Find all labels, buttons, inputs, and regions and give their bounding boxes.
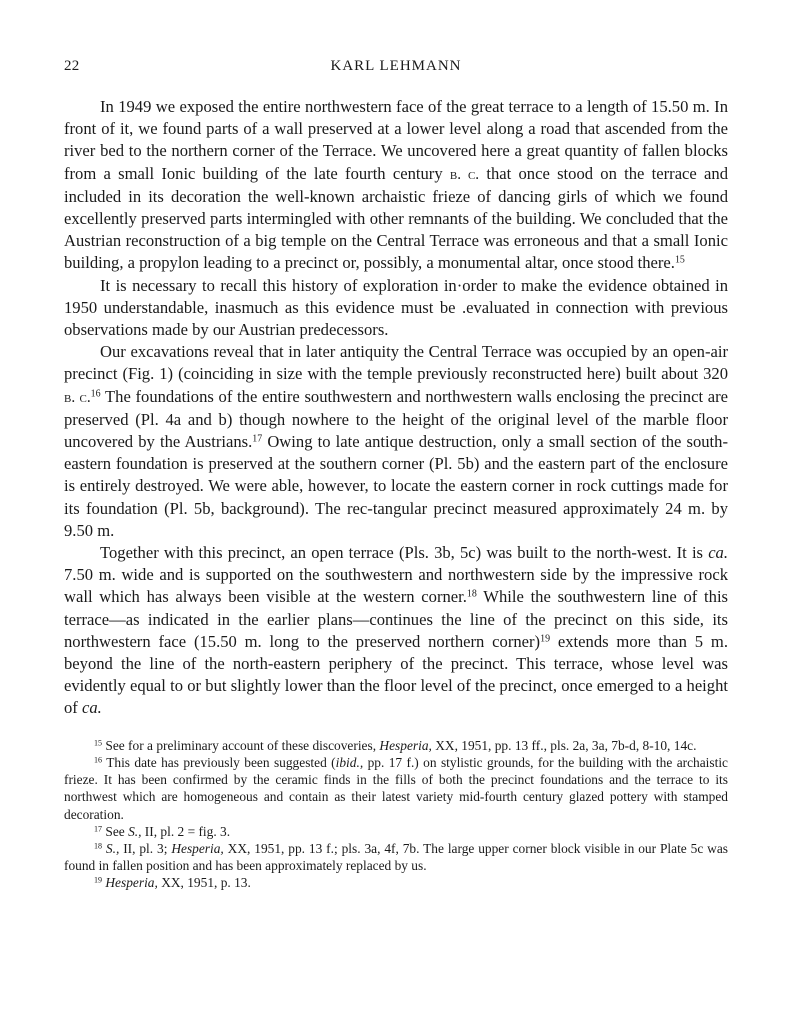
footnote: $^{19}$ Hesperia, XX, 1951, p. 13. xyxy=(94,875,251,891)
footnote-number: 17 xyxy=(94,824,103,834)
footnote-ref: 16 xyxy=(90,388,101,400)
footnote-ref: 19 xyxy=(540,633,551,645)
page-header xyxy=(64,58,728,82)
footnote-number: 16 xyxy=(94,755,103,765)
page-number: 22 xyxy=(64,58,80,74)
era-abbreviation: b. c. xyxy=(64,388,91,406)
footnote-ref: 17 xyxy=(252,433,263,445)
footnote: $^{16}$ This date has previously been suggested (ibid., pp. 17 f.) on stylistic grounds, for the building with the archaistic frieze. It has been confirmed by the ceramic finds in the fills of both the precinct foundations and the terrace to its northwest which are homogeneous and contain as their latest variety mid-fourth century glazed pottery with stamped decoration. xyxy=(64,754,728,822)
footnotes xyxy=(64,737,728,892)
paragraph: In 1949 we exposed the entire northwestern face of the great terrace to a length of 15.50 m. In front of it, we found parts of a wall preserved at a lower level along a road that ascended from the river bed to the northern corner of the Terrace. We uncovered here a great quantity of fallen blocks from a small Ionic building of the late fourth century b. c. that once stood on the terrace and included in its decoration the well-known archaistic frieze of dancing girls of which we found excellently preserved parts intermingled with other remnants of the building. We concluded that the Austrian reconstruction of a big temple on the Central Terrace was erroneous and that a small Ionic building, a propylon leading to a precinct or, possibly, a monumental altar, once stood there.$^{15}$ xyxy=(64,97,728,273)
footnote-number: 15 xyxy=(94,738,103,748)
paragraph: Our excavations reveal that in later antiquity the Central Terrace was occupied by an open-air precinct (Fig. 1) (coinciding in size with the temple previously reconstructed here) built about 320 b. c.$^{16}$ The foundations of the entire southwestern and northwestern walls enclosing the precinct are preserved (Pl. 4a and b) though nowhere to the height of the original level of the marble floor uncovered by the Austrians.$^{17}$ Owing to late antique destruction, only a small section of the south-eastern foundation is preserved at the southern corner (Pl. 5b) and the eastern part of the enclosure is entirely destroyed. We were able, however, to locate the eastern corner in rock cuttings made for its foundation (Pl. 5b, background). The rec-tangular precinct measured approximately 24 m. by 9.50 m. xyxy=(64,342,729,540)
era-abbreviation: b. c. xyxy=(449,165,480,183)
paragraph: It is necessary to recall this history of exploration in·order to make the evidence obtained in 1950 understandable, inasmuch as this evidence must be .evaluated in connection with previous observations made by our Austrian predecessors. xyxy=(64,275,728,340)
footnote-ref: 15 xyxy=(674,254,685,266)
document-page xyxy=(64,58,728,892)
body-text xyxy=(64,96,728,720)
running-head: KARL LEHMANN xyxy=(330,58,462,74)
footnote: $^{15}$ See for a preliminary account of these discoveries, Hesperia, XX, 1951, pp. 13 ff., pls. 2a, 3a, 7b-d, 8-10, 14c. xyxy=(94,737,697,753)
paragraph: Together with this precinct, an open terrace (Pls. 3b, 5c) was built to the north-west. It is ca. 7.50 m. wide and is supported on the southwestern and northwestern side by the impressive rock wall which has always been visible at the western corner.$^{18}$ While the southwestern line of this terrace—as indicated in the earlier plans—continues the line of the precinct on this side, its northwestern face (15.50 m. long to the preserved northern corner)$^{19}$ extends more than 5 m. beyond the line of the north-eastern periphery of the precinct. This terrace, whose level was evidently equal to or but slightly lower than the floor level of the precinct, once emerged to a height of ca. xyxy=(64,543,729,718)
footnote: $^{17}$ See S., II, pl. 2 = fig. 3. xyxy=(94,823,231,839)
footnote-ref: 18 xyxy=(466,589,477,600)
footnote-number: 18 xyxy=(94,841,103,851)
footnote-number: 19 xyxy=(94,875,103,885)
footnote: $^{18}$ S., II, pl. 3; Hesperia, XX, 1951, pp. 13 f.; pls. 3a, 4f, 7b. The large upper corner block visible in our Plate 5c was found in fallen position and has been approximately replaced by us. xyxy=(64,840,728,874)
